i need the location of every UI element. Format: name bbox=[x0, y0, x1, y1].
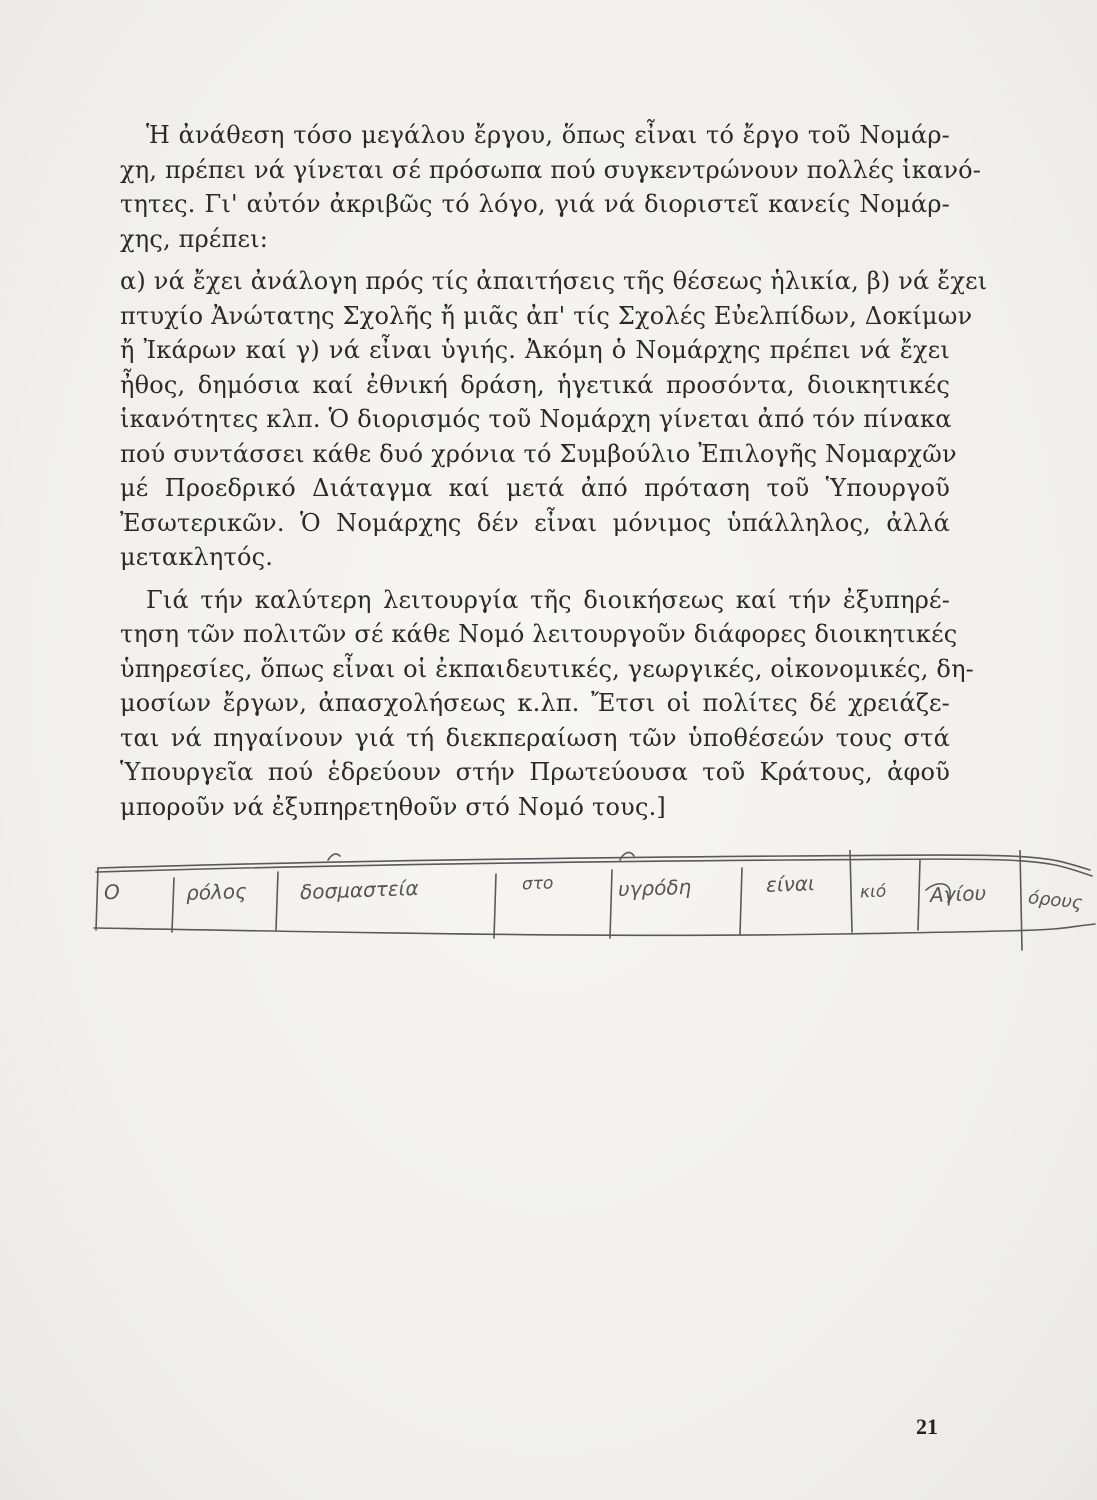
text-line: Ὑπουργεῖα πού ἑδρεύουν στήν Πρωτεύουσα τοῦ Κράτους, ἀφοῦ bbox=[120, 758, 950, 786]
text-line: ἦθος, δημόσια καί ἐθνική δράση, ἡγετικά προσόντα, διοικητικές bbox=[120, 370, 950, 399]
handwritten-word: Αγίου bbox=[929, 881, 987, 907]
text-line: μετακλητός. bbox=[120, 543, 274, 571]
handwritten-word: όρους bbox=[1027, 887, 1084, 914]
handwritten-word: ρόλος bbox=[185, 878, 248, 906]
text-line: χης, πρέπει: bbox=[120, 224, 269, 253]
handwritten-annotation bbox=[90, 850, 1097, 960]
handwritten-word: είναι bbox=[765, 871, 816, 897]
text-line: χη, πρέπει νά γίνεται σέ πρόσωπα πού συγκεντρώνουν πολλές ἱκανό- bbox=[120, 155, 982, 184]
page-number: 21 bbox=[916, 1414, 938, 1439]
text-line: τηση τῶν πολιτῶν σέ κάθε Νομό λειτουργοῦν διάφορες διοικητικές bbox=[120, 620, 958, 648]
paragraph-3 bbox=[120, 583, 974, 825]
text-line: μοσίων ἔργων, ἀπασχολήσεως κ.λπ. Ἔτσι οἱ πολίτες δέ χρειάζε- bbox=[120, 689, 950, 717]
text-line: μποροῦν νά ἐξυπηρετηθοῦν στό Νομό τους.] bbox=[120, 792, 666, 821]
text-line: ται νά πηγαίνουν γιά τή διεκπεραίωση τῶν ὑποθέσεών τους στά bbox=[120, 723, 950, 752]
text-line: πού συντάσσει κάθε δυό χρόνια τό Συμβούλιο Ἐπιλογῆς Νομαρχῶν bbox=[120, 439, 957, 468]
handwritten-word: Ο bbox=[103, 879, 121, 905]
handwritten-word: δοσμαστεία bbox=[299, 875, 419, 905]
text-line: α) νά ἔχει ἀνάλογη πρός τίς ἀπαιτήσεις τῆς θέσεως ἡλικία, β) νά ἔχει bbox=[120, 267, 988, 295]
text-line: τητες. Γι' αὐτόν ἀκριβῶς τό λόγο, γιά νά διοριστεῖ κανείς Νομάρ- bbox=[120, 190, 950, 218]
paragraph-1 bbox=[120, 118, 982, 256]
handwritten-word: υγρόδη bbox=[617, 874, 692, 902]
text-line: πτυχίο Ἀνώτατης Σχολῆς ἤ μιᾶς ἀπ' τίς Σχολές Εὐελπίδων, Δοκίμων bbox=[120, 301, 973, 330]
text-line: μέ Προεδρικό Διάταγμα καί μετά ἀπό πρόταση τοῦ Ὑπουργοῦ bbox=[120, 474, 950, 502]
text-line: ἤ Ἰκάρων καί γ) νά εἶναι ὑγιής. Ἀκόμη ὁ Νομάρχης πρέπει νά ἔχει bbox=[120, 336, 950, 364]
text-line: Ἐσωτερικῶν. Ὁ Νομάρχης δέν εἶναι μόνιμος ὑπάλληλος, ἀλλά bbox=[120, 508, 950, 537]
handwritten-word: στο bbox=[521, 873, 554, 895]
body-text bbox=[120, 118, 988, 824]
text-line: ὑπηρεσίες, ὅπως εἶναι οἱ ἐκπαιδευτικές, γεωργικές, οἰκονομικές, δη- bbox=[120, 654, 974, 683]
text-line: ἱκανότητες κλπ. Ὁ διορισμός τοῦ Νομάρχη γίνεται ἀπό τόν πίνακα bbox=[120, 405, 952, 433]
text-line: Ἡ ἀνάθεση τόσο μεγάλου ἔργου, ὅπως εἶναι τό ἔργο τοῦ Νομάρ- bbox=[146, 121, 950, 149]
paragraph-2 bbox=[120, 264, 988, 575]
handwritten-word: κιό bbox=[859, 881, 887, 903]
text-line: Γιά τήν καλύτερη λειτουργία τῆς διοικήσεως καί τήν ἐξυπηρέ- bbox=[146, 585, 950, 614]
